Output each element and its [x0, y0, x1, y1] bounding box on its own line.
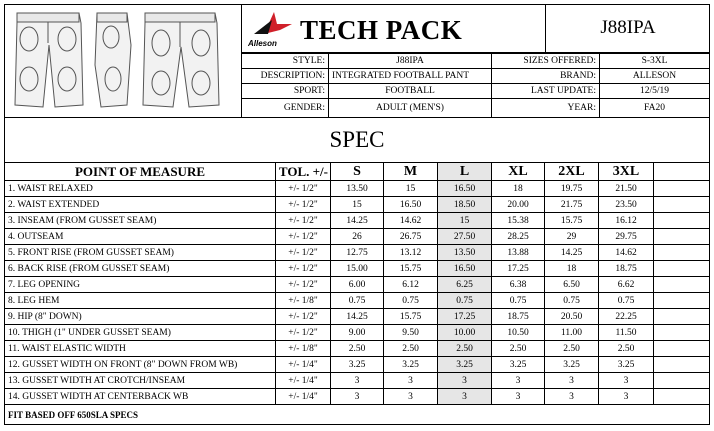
table-row-name: 5. FRONT RISE (FROM GUSSET SEAM)	[4, 244, 276, 261]
table-cell-value: 13.50	[437, 244, 492, 261]
table-cell-value: 10.00	[437, 324, 492, 341]
table-cell-value: 21.75	[544, 196, 599, 213]
table-cell-value: 3	[437, 388, 492, 405]
table-cell-value: 17.25	[437, 308, 492, 325]
table-cell-empty	[653, 228, 710, 245]
table-cell-value: 17.25	[491, 260, 545, 277]
table-cell-value: 3.25	[437, 356, 492, 373]
table-cell-value: 13.88	[491, 244, 545, 261]
table-cell-empty	[653, 324, 710, 341]
table-cell-value: 3	[491, 388, 545, 405]
table-cell-value: 3	[598, 372, 654, 389]
table-cell-value: 16.50	[383, 196, 438, 213]
sport-value: FOOTBALL	[328, 83, 492, 99]
table-cell-empty	[653, 356, 710, 373]
column-header-size: 3XL	[598, 162, 654, 181]
table-cell-value: 9.50	[383, 324, 438, 341]
table-cell-value: 3.25	[598, 356, 654, 373]
table-cell-value: 0.75	[330, 292, 384, 309]
table-cell-value: 2.50	[491, 340, 545, 357]
table-cell-value: 6.00	[330, 276, 384, 293]
table-cell-value: 16.50	[437, 180, 492, 197]
table-cell-value: 15.75	[383, 308, 438, 325]
table-cell-value: 3.25	[330, 356, 384, 373]
table-cell-value: 15	[330, 196, 384, 213]
table-cell-value: 11.50	[598, 324, 654, 341]
table-cell-empty	[653, 388, 710, 405]
table-cell-value: 15.75	[544, 212, 599, 229]
table-cell-empty	[653, 292, 710, 309]
table-row-name: 8. LEG HEM	[4, 292, 276, 309]
table-row-name: 7. LEG OPENING	[4, 276, 276, 293]
table-row-tol: +/- 1/2"	[275, 212, 331, 229]
column-header-tol: TOL. +/-	[275, 162, 331, 181]
description-value: INTEGRATED FOOTBALL PANT	[328, 68, 492, 84]
brand-logo-text: Alleson	[248, 39, 277, 48]
table-cell-value: 2.50	[544, 340, 599, 357]
table-cell-empty	[653, 308, 710, 325]
sizes-value: S-3XL	[599, 53, 710, 69]
table-cell-value: 14.62	[383, 212, 438, 229]
table-cell-value: 12.75	[330, 244, 384, 261]
spec-title: SPEC	[329, 127, 385, 152]
table-cell-value: 3	[330, 388, 384, 405]
brand-value: ALLESON	[599, 68, 710, 84]
column-header-size: L	[437, 162, 492, 181]
table-cell-value: 10.50	[491, 324, 545, 341]
table-row-tol: +/- 1/2"	[275, 324, 331, 341]
table-cell-value: 18	[544, 260, 599, 277]
table-cell-value: 29	[544, 228, 599, 245]
table-row-name: 14. GUSSET WIDTH AT CENTERBACK WB	[4, 388, 276, 405]
table-row-tol: +/- 1/2"	[275, 196, 331, 213]
last-update-value: 12/5/19	[599, 83, 710, 99]
table-row-tol: +/- 1/2"	[275, 260, 331, 277]
table-row-name: 4. OUTSEAM	[4, 228, 276, 245]
table-cell-value: 0.75	[437, 292, 492, 309]
table-row-tol: +/- 1/4"	[275, 356, 331, 373]
column-header-size: XL	[491, 162, 545, 181]
column-header-size: S	[330, 162, 384, 181]
table-cell-empty	[653, 372, 710, 389]
table-cell-value: 3	[544, 388, 599, 405]
table-row-tol: +/- 1/2"	[275, 228, 331, 245]
table-row-name: 13. GUSSET WIDTH AT CROTCH/INSEAM	[4, 372, 276, 389]
table-row-tol: +/- 1/4"	[275, 388, 331, 405]
table-cell-value: 15	[383, 180, 438, 197]
table-cell-value: 13.50	[330, 180, 384, 197]
table-cell-value: 3	[383, 372, 438, 389]
style-code-header: J88IPA	[600, 17, 656, 38]
table-cell-value: 18.75	[598, 260, 654, 277]
table-row-name: 1. WAIST RELAXED	[4, 180, 276, 197]
table-cell-value: 0.75	[383, 292, 438, 309]
table-cell-value: 0.75	[598, 292, 654, 309]
table-cell-value: 2.50	[598, 340, 654, 357]
table-cell-value: 15.00	[330, 260, 384, 277]
table-cell-value: 3.25	[544, 356, 599, 373]
gender-value: ADULT (MEN'S)	[328, 98, 492, 118]
table-cell-value: 20.50	[544, 308, 599, 325]
style-value: J88IPA	[328, 53, 492, 69]
table-cell-empty	[653, 340, 710, 357]
table-row-tol: +/- 1/2"	[275, 276, 331, 293]
table-row-tol: +/- 1/2"	[275, 180, 331, 197]
table-cell-value: 22.25	[598, 308, 654, 325]
table-cell-value: 3	[330, 372, 384, 389]
table-row-tol: +/- 1/2"	[275, 308, 331, 325]
table-cell-value: 3.25	[491, 356, 545, 373]
last-update-label: LAST UPDATE:	[491, 83, 600, 99]
table-cell-value: 0.75	[544, 292, 599, 309]
table-cell-value: 6.62	[598, 276, 654, 293]
table-row-tol: +/- 1/2"	[275, 244, 331, 261]
table-cell-value: 14.25	[544, 244, 599, 261]
table-cell-value: 2.50	[437, 340, 492, 357]
table-row-name: 11. WAIST ELASTIC WIDTH	[4, 340, 276, 357]
table-cell-value: 26.75	[383, 228, 438, 245]
table-cell-empty	[653, 212, 710, 229]
table-row-name: 9. HIP (8" DOWN)	[4, 308, 276, 325]
table-cell-value: 19.75	[544, 180, 599, 197]
table-cell-value: 28.25	[491, 228, 545, 245]
year-value: FA20	[599, 98, 710, 118]
sport-label: SPORT:	[241, 83, 329, 99]
table-cell-value: 14.62	[598, 244, 654, 261]
table-row-name: 12. GUSSET WIDTH ON FRONT (8" DOWN FROM WB)	[4, 356, 276, 373]
table-row-name: 2. WAIST EXTENDED	[4, 196, 276, 213]
table-row-tol: +/- 1/8"	[275, 340, 331, 357]
column-header-size: 2XL	[544, 162, 599, 181]
table-cell-empty	[653, 276, 710, 293]
table-cell-value: 16.12	[598, 212, 654, 229]
table-cell-value: 6.50	[544, 276, 599, 293]
table-cell-value: 27.50	[437, 228, 492, 245]
table-cell-value: 16.50	[437, 260, 492, 277]
table-cell-value: 21.50	[598, 180, 654, 197]
table-cell-value: 2.50	[330, 340, 384, 357]
table-cell-value: 3.25	[383, 356, 438, 373]
table-cell-value: 18	[491, 180, 545, 197]
table-cell-empty	[653, 260, 710, 277]
table-cell-empty	[653, 244, 710, 261]
table-row-name: 10. THIGH (1" UNDER GUSSET SEAM)	[4, 324, 276, 341]
column-header-pom: POINT OF MEASURE	[4, 162, 276, 181]
table-cell-value: 3	[437, 372, 492, 389]
table-cell-value: 3	[383, 388, 438, 405]
table-row-name: 6. BACK RISE (FROM GUSSET SEAM)	[4, 260, 276, 277]
table-row-name: 3. INSEAM (FROM GUSSET SEAM)	[4, 212, 276, 229]
table-cell-value: 6.25	[437, 276, 492, 293]
table-cell-value: 29.75	[598, 228, 654, 245]
column-header-empty	[653, 162, 710, 181]
table-cell-value: 3	[598, 388, 654, 405]
table-cell-value: 9.00	[330, 324, 384, 341]
sizes-label: SIZES OFFERED:	[491, 53, 600, 69]
page-title: TECH PACK	[300, 14, 463, 45]
table-cell-value: 18.75	[491, 308, 545, 325]
table-cell-empty	[653, 196, 710, 213]
table-cell-value: 14.25	[330, 212, 384, 229]
table-cell-value: 15	[437, 212, 492, 229]
table-cell-value: 6.12	[383, 276, 438, 293]
table-cell-value: 18.50	[437, 196, 492, 213]
footer-note: FIT BASED OFF 650SLA SPECS	[4, 404, 710, 425]
brand-label: BRAND:	[491, 68, 600, 84]
description-label: DESCRIPTION:	[241, 68, 329, 84]
column-header-size: M	[383, 162, 438, 181]
table-row-tol: +/- 1/4"	[275, 372, 331, 389]
table-cell-value: 15.38	[491, 212, 545, 229]
gender-label: GENDER:	[241, 98, 329, 118]
table-cell-value: 23.50	[598, 196, 654, 213]
table-cell-value: 6.38	[491, 276, 545, 293]
year-label: YEAR:	[491, 98, 600, 118]
table-row-tol: +/- 1/8"	[275, 292, 331, 309]
style-label: STYLE:	[241, 53, 329, 69]
table-cell-value: 13.12	[383, 244, 438, 261]
table-cell-value: 20.00	[491, 196, 545, 213]
table-cell-value: 0.75	[491, 292, 545, 309]
table-cell-value: 11.00	[544, 324, 599, 341]
table-cell-value: 14.25	[330, 308, 384, 325]
table-cell-value: 2.50	[383, 340, 438, 357]
table-cell-value: 15.75	[383, 260, 438, 277]
table-cell-value: 3	[491, 372, 545, 389]
table-cell-value: 26	[330, 228, 384, 245]
table-cell-value: 3	[544, 372, 599, 389]
table-cell-empty	[653, 180, 710, 197]
